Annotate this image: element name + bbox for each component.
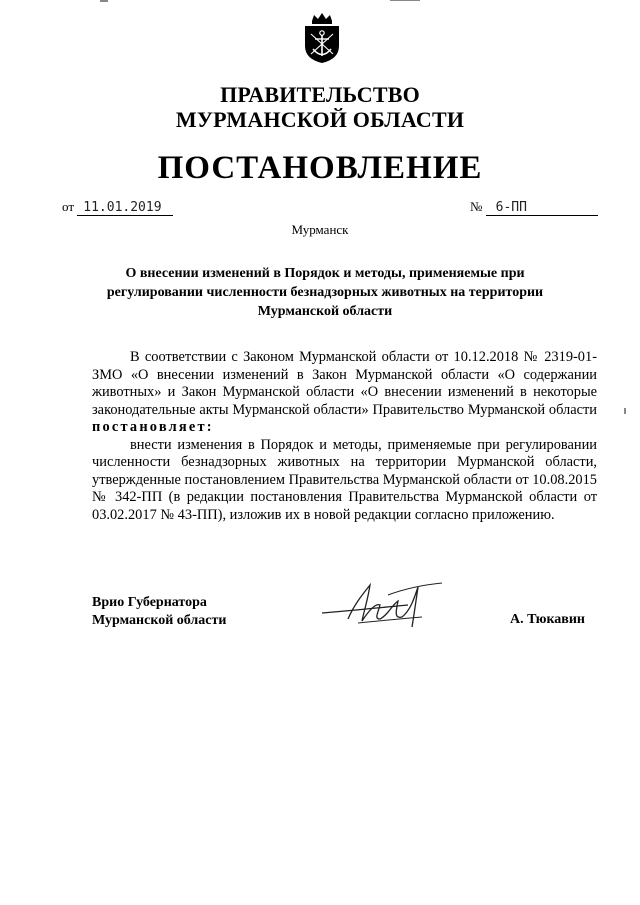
- scan-artifact: [100, 0, 108, 2]
- date-value: 11.01.2019: [77, 200, 173, 216]
- city-name: Мурманск: [291, 222, 349, 237]
- date-prefix: от: [62, 199, 75, 214]
- body-paragraph-1: [92, 349, 597, 437]
- coat-of-arms-icon: [302, 12, 342, 64]
- scan-artifact: [624, 408, 626, 414]
- number-prefix: №: [470, 199, 483, 214]
- signer-position: [92, 594, 226, 630]
- document-number: [470, 199, 598, 216]
- document-date: [62, 199, 173, 216]
- signer-position-line-2: Мурманской области: [92, 613, 227, 628]
- body-paragraph-2: внести изменения в Порядок и методы, применяемые при регулировании численности безнадзорных животных на территории Мурманской области, утвержденные постановлением Правительства Мурманской области от 10.08.2015 № 342-ПП (в редакции постановления Правительства Мурманской области от 03.02.2017 № 43-ПП), изложив их в новой редакции согласно приложению.: [92, 436, 597, 523]
- document-body: [92, 349, 597, 524]
- decree-word: постановляет:: [92, 419, 214, 435]
- number-value: 6-ПП: [486, 200, 598, 216]
- body-paragraph-1-text: В соответствии с Законом Мурманской области от 10.12.2018 № 2319-01-ЗМО «О внесении изменений в Закон Мурманской области «О содержании животных» и Закон Мурманской области «О внесении изменений в некоторые законодательные акты Мурманской области» Правительство Мурманской области: [92, 349, 597, 418]
- scan-artifact: [390, 0, 420, 1]
- signer-name: А. Тюкавин: [510, 612, 585, 627]
- document-subject: О внесении изменений в Порядок и методы, применяемые при регулировании численности безнадзорных животных на территории Мурманской области: [106, 266, 544, 319]
- document-type-heading: ПОСТАНОВЛЕНИЕ: [157, 150, 483, 186]
- signer-position-line-1: Врио Губернатора: [92, 595, 207, 610]
- organization-title: [0, 82, 640, 132]
- organization-line-1: ПРАВИТЕЛЬСТВО: [220, 82, 420, 107]
- organization-line-2: МУРМАНСКОЙ ОБЛАСТИ: [175, 107, 465, 132]
- signature-icon: [318, 575, 448, 637]
